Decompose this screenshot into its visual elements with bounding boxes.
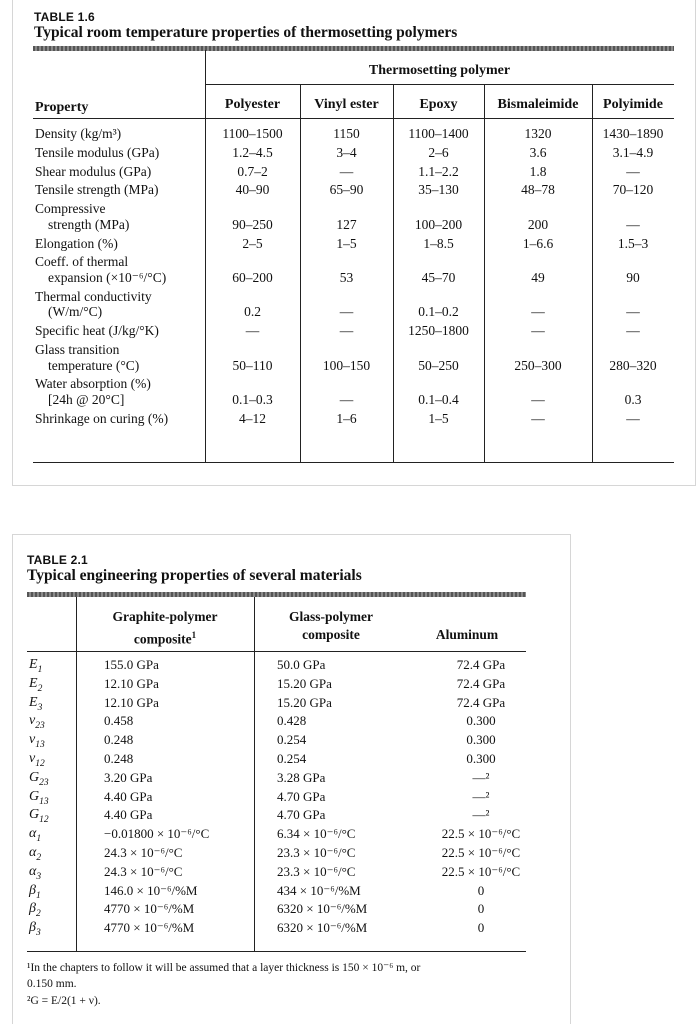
table2-cell: —² (472, 807, 490, 823)
table1-cell: — (626, 323, 640, 339)
table2-number: TABLE 2.1 (27, 553, 88, 567)
table2-row-symbol (29, 676, 42, 697)
table1-cell: — (626, 410, 640, 426)
table2-cell: 4.70 GPa (277, 788, 326, 804)
table1-cell: — (531, 323, 545, 339)
symbol-subscript: 3 (35, 927, 41, 938)
symbol-subscript: 13 (35, 739, 45, 750)
table1-cell: 4–12 (239, 410, 266, 426)
table1-cell: 2–6 (428, 144, 449, 160)
table2-cell: 0.248 (104, 732, 134, 748)
table1-column-header-vinyl-ester: Vinyl ester (314, 97, 379, 112)
symbol-subscript: 1 (37, 664, 43, 675)
table1-cell: 60–200 (232, 270, 273, 285)
table2-column-header-line2 (408, 628, 526, 642)
table1-property-label: [24h @ 20°C] (48, 392, 125, 407)
table1-property-label: Shrinkage on curing (%) (35, 410, 169, 426)
table2-header-rule (27, 651, 526, 652)
table1-column-header-epoxy: Epoxy (419, 97, 458, 112)
table2-column-header-text: composite (302, 627, 360, 642)
table1-column-header-polyimide: Polyimide (603, 97, 663, 112)
table1-property-label: Compressive (35, 201, 106, 217)
table2-row-symbol (29, 770, 49, 791)
table1-cell: 35–130 (418, 182, 459, 198)
table1-cell: 53 (339, 270, 354, 285)
table2-cell: 0.300 (466, 751, 496, 766)
symbol-subscript: 23 (39, 777, 49, 788)
table1-property-label: Specific heat (J/kg/°K) (35, 323, 159, 339)
table1-cell: 1100–1400 (408, 126, 469, 141)
table1-cell: 1150 (333, 126, 360, 141)
symbol-subscript: 3 (37, 702, 43, 713)
table1-property-label: Coeff. of thermal (35, 254, 129, 270)
table1-cell: — (245, 323, 260, 339)
table1-cell: 0.2 (244, 304, 261, 320)
table1-cell: — (339, 392, 354, 407)
table2-cell: 6320 × 10⁻⁶/%M (277, 920, 368, 936)
table2-cell: 3.28 GPa (277, 769, 326, 785)
symbol-letter: G (29, 788, 40, 804)
table1-property-label: Shear modulus (GPa) (35, 163, 152, 179)
symbol-subscript: 2 (36, 852, 42, 863)
table1-property-label: Thermal conductivity (35, 288, 152, 304)
table2-top-rule (27, 592, 526, 597)
table1-property-label: Tensile modulus (GPa) (35, 144, 160, 160)
table2-cell: 24.3 × 10⁻⁶/°C (104, 845, 183, 860)
table2-cell: 0.248 (104, 751, 134, 766)
table1-cell: 65–90 (329, 182, 364, 198)
footnote-marker: 1 (191, 630, 197, 640)
symbol-subscript: 1 (35, 890, 41, 901)
table2-cell: 0.254 (277, 751, 307, 766)
table1-cell: 49 (531, 270, 545, 285)
table2-cell: 23.3 × 10⁻⁶/°C (277, 863, 356, 879)
table2-column-header-line2 (76, 628, 254, 647)
table1-cell: 1–6 (336, 410, 357, 426)
table1-property-label: Glass transition (35, 342, 120, 357)
table1-cell: 1.2–4.5 (232, 144, 273, 160)
table1-cell: 1320 (524, 126, 552, 141)
symbol-letter: E (29, 694, 38, 710)
symbol-letter: α (29, 845, 37, 860)
table1-cell: 3–4 (336, 144, 357, 160)
symbol-letter: ν (29, 732, 36, 748)
table1-cell: — (531, 410, 545, 426)
table1-cell: 0.1–0.4 (418, 392, 459, 407)
table1-property-label: strength (MPa) (48, 216, 130, 232)
symbol-letter: E (29, 675, 38, 691)
table2-column-header-line1: Graphite-polymer (112, 609, 218, 624)
table1-cell: 200 (527, 216, 549, 232)
table2-cell: 50.0 GPa (277, 657, 326, 672)
table2-column-header-text: composite (133, 631, 192, 647)
table2-row-symbol (29, 826, 41, 847)
table1-cell: 1100–1500 (222, 126, 283, 141)
table1-cell: 250–300 (514, 357, 562, 373)
table2-row-symbol (29, 751, 45, 772)
table2-cell: 0 (477, 901, 485, 917)
table1-cell: 0.1–0.3 (232, 392, 273, 407)
symbol-subscript: 12 (35, 758, 45, 769)
table2-cell: 22.5 × 10⁻⁶/°C (441, 826, 521, 842)
table1-cell: 1.8 (529, 163, 547, 179)
table2-row-symbol (29, 732, 45, 753)
table1-group-rule (205, 84, 674, 85)
table2-cell: 0 (477, 920, 485, 936)
table2-row-symbol (29, 657, 42, 678)
table1-property-label: Density (kg/m³) (35, 126, 122, 141)
table2-cell: 4.40 GPa (104, 788, 153, 804)
symbol-letter: G (29, 769, 40, 785)
table1-property-header: Property (35, 100, 89, 115)
table1-header-rule (33, 118, 674, 119)
table1-cell: — (339, 323, 354, 339)
table1-cell: 280–320 (609, 357, 657, 373)
table1-cell: — (531, 392, 545, 407)
symbol-subscript: 3 (36, 871, 42, 882)
table2-cell: 155.0 GPa (104, 657, 159, 672)
table1-cell: 1430–1890 (602, 126, 664, 141)
table2-cell: 12.10 GPa (104, 694, 159, 710)
table2-cell: 0 (477, 882, 485, 898)
symbol-letter: β (29, 920, 36, 936)
table1-cell: 90–250 (232, 216, 273, 232)
table1-cell: 50–110 (232, 357, 273, 373)
table2-column-header-line2 (254, 628, 408, 642)
table1-cell: 0.7–2 (237, 163, 268, 179)
symbol-subscript: 1 (36, 833, 42, 844)
symbol-letter: β (29, 901, 36, 917)
table2-cell: 72.4 GPa (456, 675, 506, 691)
table1-cell: — (626, 216, 640, 232)
table2-cell: 0.458 (104, 713, 134, 729)
table2-row-symbol (29, 920, 41, 941)
table2-cell: 0.428 (277, 713, 307, 729)
table2-cell: 434 × 10⁻⁶/%M (277, 882, 361, 898)
table2-cell: 4770 × 10⁻⁶/%M (104, 901, 195, 917)
table2-cell: 23.3 × 10⁻⁶/°C (277, 845, 356, 860)
table2-caption: Typical engineering properties of several materials (27, 567, 362, 584)
table2-cell: 3.20 GPa (104, 769, 153, 785)
table2-row-symbol (29, 864, 41, 885)
table1-cell: 0.1–0.2 (418, 304, 459, 320)
symbol-letter: α (29, 826, 37, 842)
table2-row-symbol (29, 713, 45, 734)
table1-top-rule (33, 46, 674, 51)
table1-cell: 1–8.5 (423, 235, 454, 251)
table1-property-label: Tensile strength (MPa) (35, 182, 159, 198)
symbol-subscript: 12 (39, 815, 49, 826)
table2-cell: 15.20 GPa (277, 694, 332, 710)
symbol-subscript: 23 (35, 721, 45, 732)
table2-cell: −0.01800 × 10⁻⁶/°C (104, 826, 210, 842)
table1-caption: Typical room temperature properties of thermosetting polymers (34, 24, 458, 41)
table1-cell: 1.5–3 (617, 235, 649, 251)
table2-cell: 22.5 × 10⁻⁶/°C (441, 863, 521, 879)
table2-cell: —² (472, 788, 490, 804)
table1-column-header-polyester: Polyester (224, 97, 281, 112)
table1-cell: 90 (626, 270, 640, 285)
table2-cell: —² (472, 769, 490, 785)
table2-cell: 6320 × 10⁻⁶/%M (277, 901, 368, 917)
symbol-letter: α (29, 863, 37, 879)
table2-row-symbol (29, 883, 41, 904)
table2-cell: 6.34 × 10⁻⁶/°C (277, 826, 356, 842)
table2-cell: 4.70 GPa (277, 807, 326, 823)
table2-cell: 0.300 (466, 713, 496, 729)
table1-property-label: Water absorption (%) (35, 376, 151, 392)
table1-cell: — (626, 163, 640, 179)
table2-row-symbol (29, 901, 41, 922)
table1-cell: 2–5 (242, 235, 263, 251)
table1-cell: 50–250 (418, 357, 459, 373)
table2-bottom-rule (27, 951, 526, 952)
symbol-subscript: 2 (37, 683, 43, 694)
table2-column-header-text: Aluminum (435, 627, 499, 642)
table1-cell: 3.6 (529, 144, 547, 160)
table1-column-header-bismaleimide: Bismaleimide (497, 97, 579, 112)
table1-cell: — (531, 304, 545, 320)
table1-cell: 70–120 (612, 182, 654, 198)
table1-cell: 45–70 (421, 270, 456, 285)
table2-footnote-1-cont: 0.150 mm. (27, 978, 77, 990)
table2-column-divider (76, 597, 77, 951)
table2-row-symbol (29, 845, 41, 866)
table1-number: TABLE 1.6 (34, 10, 95, 24)
table1-cell: 1–5 (336, 235, 357, 251)
symbol-letter: β (29, 882, 36, 898)
table1-property-label: temperature (°C) (48, 357, 140, 373)
table1-cell: 40–90 (235, 182, 270, 198)
table2-cell: 4.40 GPa (104, 807, 153, 823)
table1-cell: 3.1–4.9 (612, 144, 654, 160)
table2-cell: 0.300 (466, 732, 496, 748)
table2-column-divider (254, 597, 255, 951)
table2-cell: 22.5 × 10⁻⁶/°C (441, 845, 521, 860)
symbol-letter: G (29, 807, 40, 823)
table2-cell: 146.0 × 10⁻⁶/%M (104, 882, 198, 898)
table1-cell: 0.3 (624, 392, 642, 407)
table2-row-symbol (29, 695, 42, 716)
symbol-letter: E (29, 657, 38, 672)
table1-group-header: Thermosetting polymer (368, 63, 511, 78)
symbol-letter: ν (29, 713, 36, 729)
table2-footnote-1: ¹In the chapters to follow it will be assumed that a layer thickness is 150 × 10⁻⁶ m, or (27, 962, 421, 974)
table1-property-label: expansion (×10⁻⁶/°C) (48, 270, 167, 285)
table2-cell: 12.10 GPa (104, 675, 159, 691)
table2-cell: 0.254 (277, 732, 307, 748)
table1-property-label: (W/m/°C) (48, 304, 103, 320)
table2-row-symbol (29, 789, 49, 810)
table1-cell: 48–78 (521, 182, 555, 198)
table1-cell: 1250–1800 (408, 323, 469, 339)
table2-cell: 72.4 GPa (456, 694, 506, 710)
table1-cell: 100–200 (414, 216, 463, 232)
table1-cell: — (626, 304, 640, 320)
table1-cell: 1–5 (428, 410, 449, 426)
table1-cell: 100–150 (322, 357, 371, 373)
symbol-subscript: 13 (39, 796, 49, 807)
table2-cell: 24.3 × 10⁻⁶/°C (104, 863, 183, 879)
table1-bottom-rule (33, 462, 674, 463)
table1-cell: 1–6.6 (522, 235, 554, 251)
table2-row-symbol (29, 807, 49, 828)
table2-cell: 4770 × 10⁻⁶/%M (104, 920, 195, 936)
table2-footnote-2: ²G = E/2(1 + ν). (27, 995, 101, 1007)
table2-column-header-line1: Glass-polymer (289, 609, 373, 624)
table1-cell: 127 (336, 216, 357, 232)
table1-property-label: Elongation (%) (35, 235, 118, 251)
symbol-subscript: 2 (35, 909, 41, 920)
table2-cell: 15.20 GPa (277, 675, 332, 691)
table1-cell: — (339, 163, 354, 179)
table1-cell: 1.1–2.2 (418, 163, 459, 179)
table2-cell: 72.4 GPa (456, 657, 506, 672)
symbol-letter: ν (29, 751, 36, 766)
table1-cell: — (339, 304, 354, 320)
